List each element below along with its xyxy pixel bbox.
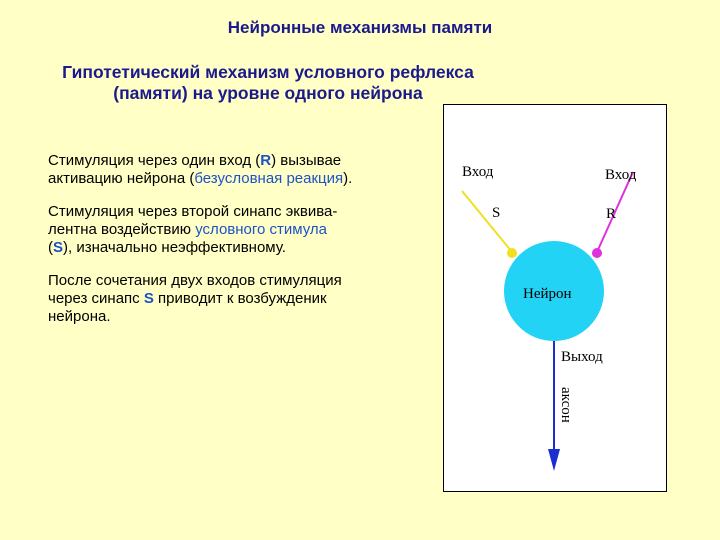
synapse-s-label: S: [492, 205, 501, 221]
p1-unconditioned-response: безусловная реакция: [194, 170, 344, 187]
p3-text-b: через синапс: [48, 290, 144, 307]
p3-text-a: После сочетания двух входов стимуляция: [48, 272, 342, 289]
p2-text-d: ), изначально неэффективному.: [63, 239, 286, 256]
p2-input-s: S: [53, 239, 64, 256]
input-s-line: [462, 191, 512, 252]
p1-text-a: Стимуляция через один вход (: [48, 152, 261, 169]
p1-text-d: ).: [343, 170, 353, 187]
slide-subtitle: [18, 62, 518, 104]
explanation-text: [48, 152, 416, 341]
axon-label: аксон: [558, 387, 574, 423]
p1-text-b: ) вызывае: [271, 152, 342, 169]
neuron-label: Нейрон: [523, 286, 572, 302]
p1-text-c: активацию нейрона (: [48, 170, 195, 187]
p2-text-a: Стимуляция через второй синапс эквива-: [48, 203, 338, 220]
synapse-s: [507, 248, 517, 258]
subtitle-line-1: Гипотетический механизм условного рефлекса: [62, 62, 474, 82]
paragraph-3: [48, 272, 416, 326]
input-left-label: Вход: [462, 164, 494, 180]
p2-conditioned-stimulus: условного стимула: [195, 221, 328, 238]
subtitle-line-2: (памяти) на уровне одного нейрона: [113, 83, 423, 103]
output-label: Выход: [561, 349, 603, 365]
p2-text-b: лентна воздействию: [48, 221, 196, 238]
p3-input-s: S: [143, 290, 154, 307]
page-title: Нейронные механизмы памяти: [227, 18, 493, 37]
input-right-label: Вход: [605, 167, 637, 183]
neuron-diagram-panel: [443, 104, 667, 492]
synapse-r: [592, 248, 602, 258]
neuron-diagram: [444, 105, 668, 493]
p3-text-c: приводит к возбужденик: [153, 290, 327, 307]
p3-text-d: нейрона.: [48, 308, 111, 325]
axon-arrowhead: [548, 449, 560, 471]
synapse-r-label: R: [606, 206, 617, 222]
p1-input-r: R: [260, 152, 272, 169]
paragraph-2: [48, 203, 416, 257]
paragraph-1: [48, 152, 416, 188]
p2-text-c: (: [48, 239, 53, 256]
